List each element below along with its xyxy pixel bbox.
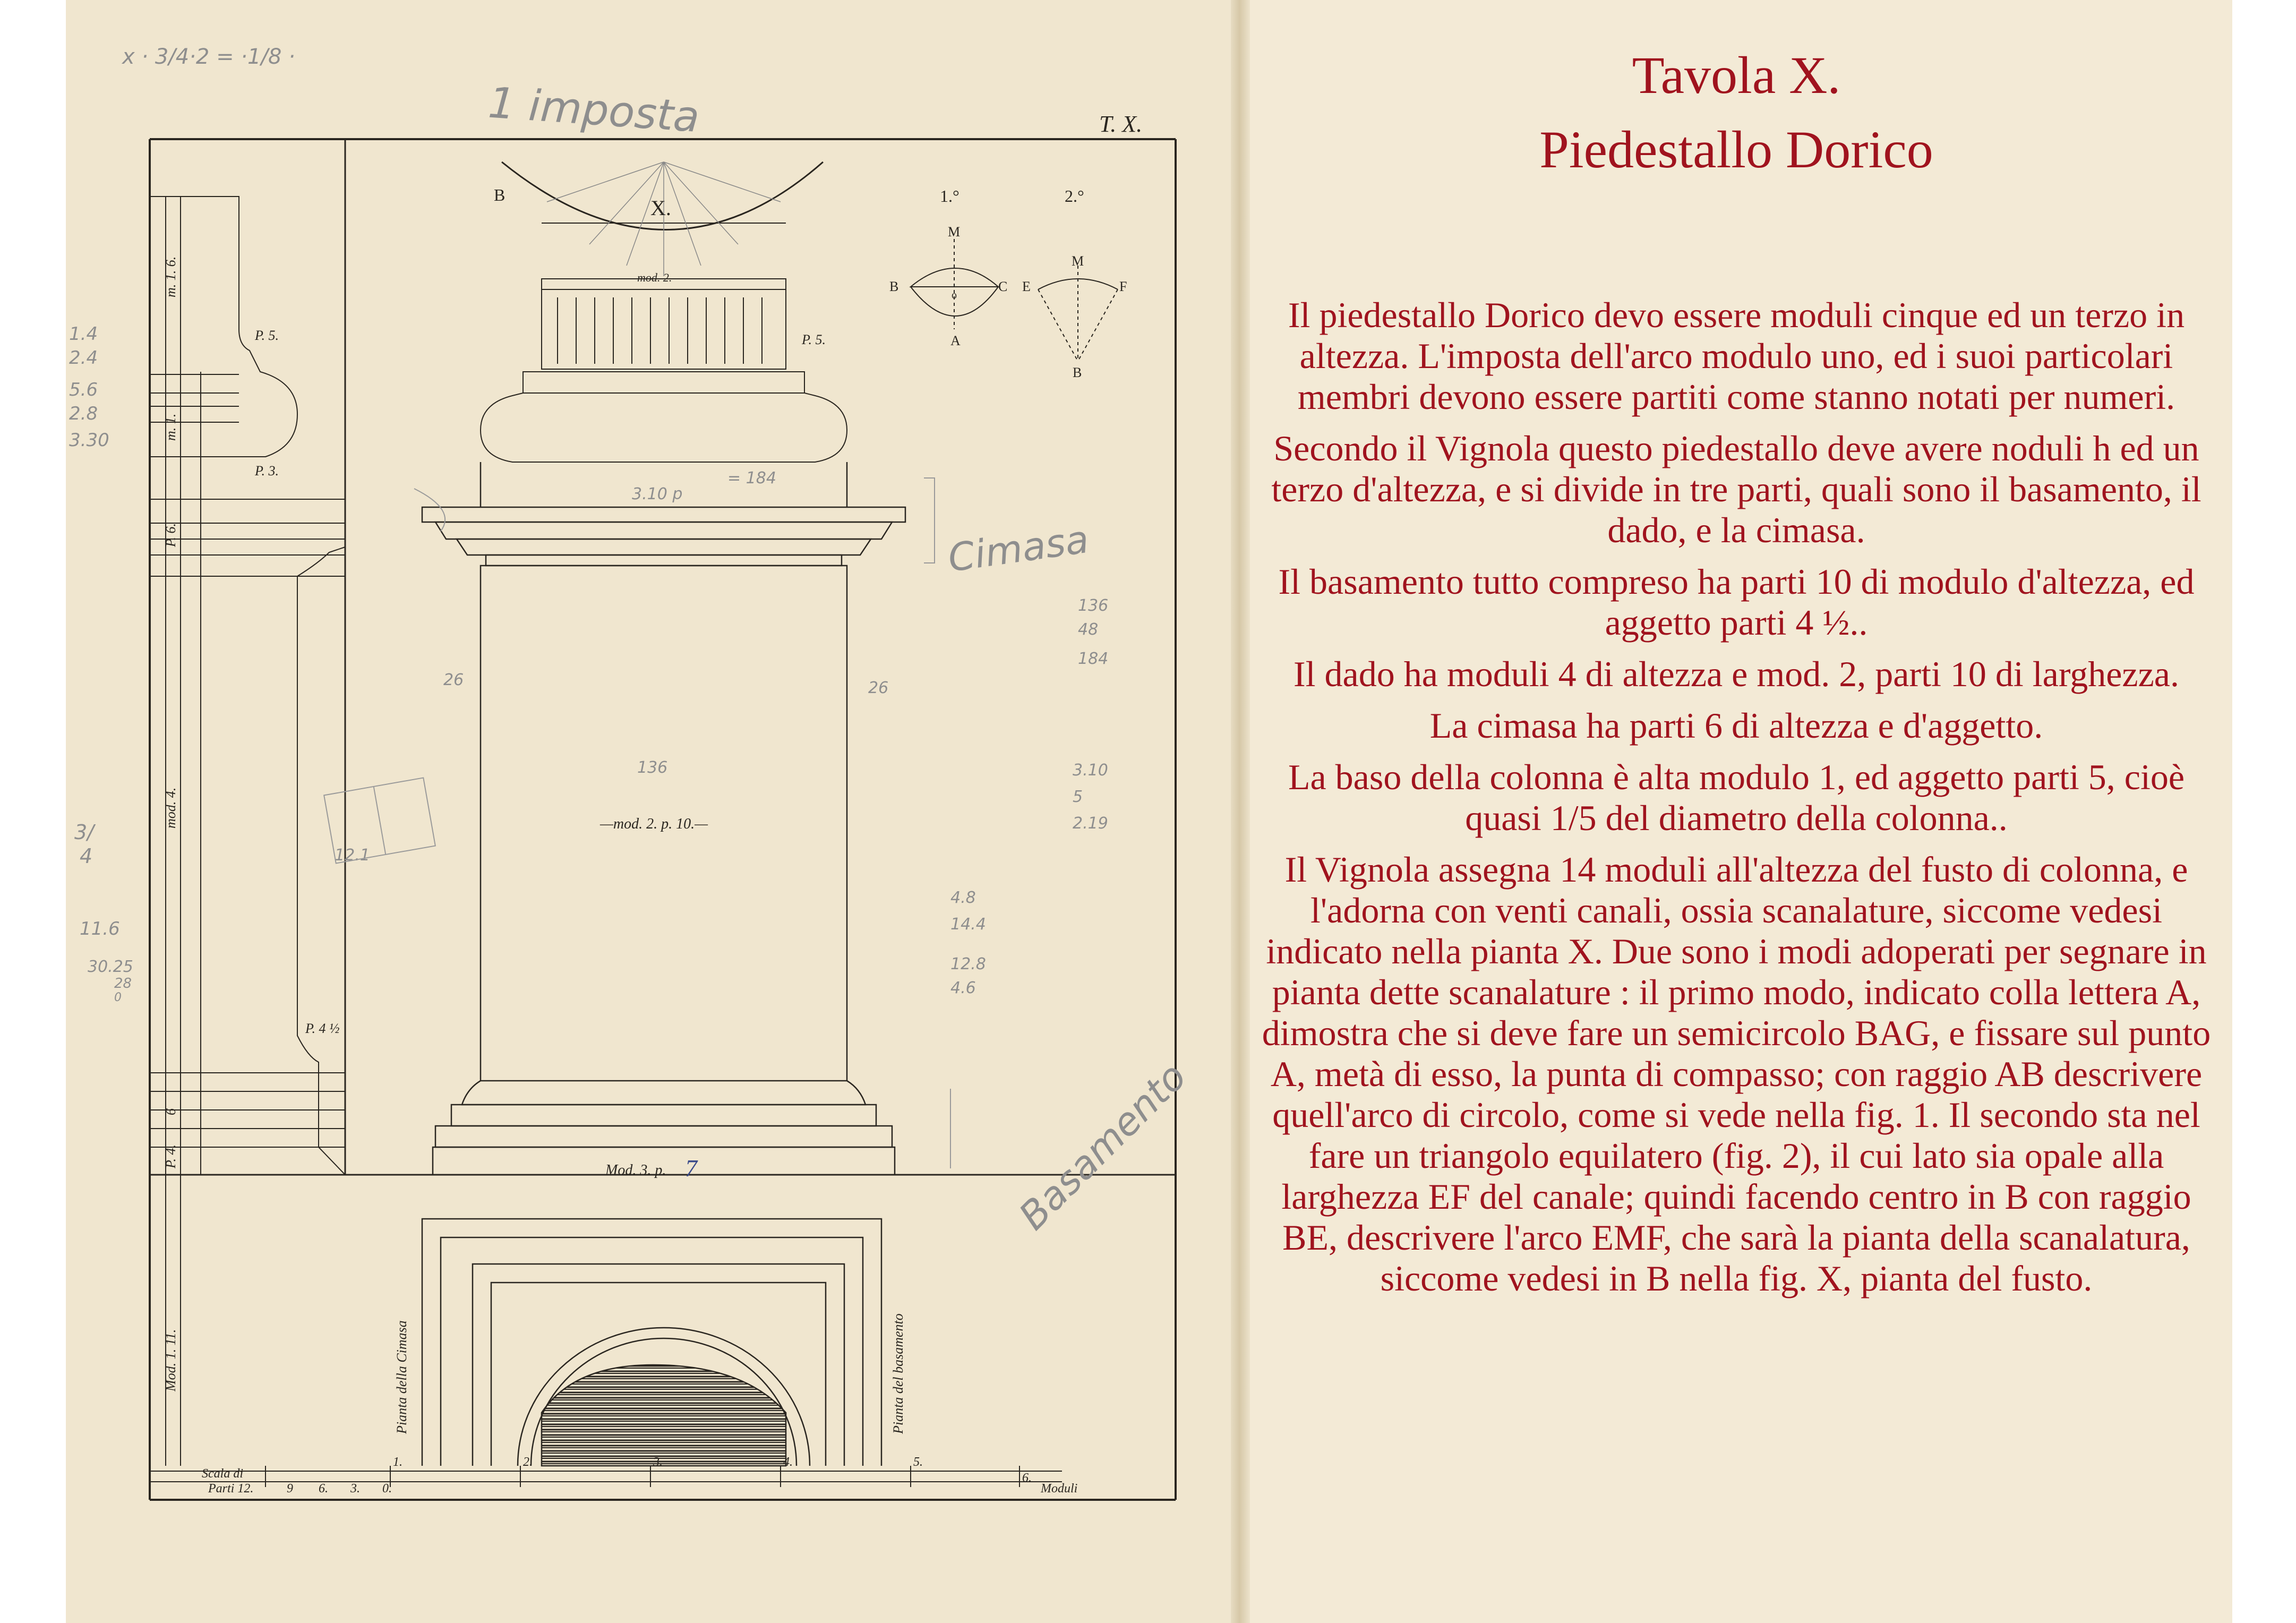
pencil-left-5: 3.30 — [69, 430, 109, 451]
scale-parti-6: 6. — [319, 1482, 328, 1496]
dim-mod3p: Mod. 3. p. — [605, 1162, 666, 1178]
plan-arch — [422, 1219, 881, 1466]
pencil-right-3: 184 — [1078, 650, 1109, 668]
scale-parti-0: 0. — [382, 1482, 392, 1496]
page-subtitle: Piedestallo Dorico — [1539, 120, 1933, 179]
point-o-fig1: o — [952, 289, 957, 301]
paragraph: Il Vignola assegna 14 moduli all'altezza del fusto di colonna, e l'adorna con venti canali, ossia scanalature, siccome vedesi indicato nella pianta X. Due sono i modi adoperati per segnare in pianta dette scanalature : il primo modo, indicato colla lettera A, dimostra che si deve fare un semicircolo BAG, e fissare sul punto A, metà di esso, la punta di compasso; con raggio AB descrivere quell'arco di circolo, come si vede nella fig. 1. Il secondo sta nel fare un triangolo equilatero (fig. 2), il cui lato sia opale alla larghezza EF del canale; quindi facendo centro in B con raggio BE, descrivere l'arco EMF, che sarà la pianta della scanalatura, siccome vedesi in B nella fig. X, pianta del fusto. — [1262, 849, 2211, 1299]
pencil-mid-5: 26 — [868, 679, 889, 697]
scale-label-2: Parti 12. — [208, 1482, 254, 1496]
height-scale-labels — [163, 257, 340, 1392]
pencil-left-4: 2.8 — [69, 403, 98, 424]
pencil-right-2: 48 — [1078, 620, 1099, 639]
scale-mod-1: 1. — [393, 1455, 402, 1469]
pencil-frac-1: 3/ — [74, 821, 94, 844]
column-plan-x — [502, 162, 823, 289]
scale-unit: Moduli — [1041, 1482, 1078, 1496]
pencil-left-2: 2.4 — [69, 347, 98, 369]
scale-label-p6: P. 6. — [163, 523, 178, 547]
pencil-frac-2: 4 — [80, 844, 93, 868]
dim-mod2-small: mod. 2. — [637, 271, 672, 284]
plan-cimasa-label: Pianta della Cimasa — [394, 1320, 409, 1434]
figure-x-label: X. — [650, 196, 671, 220]
column-base-fluting — [481, 289, 847, 462]
paragraph: Secondo il Vignola questo piedestallo deve avere noduli h ed un terzo d'altezza, e si divide in tre parti, quali sono il basamento, il dado, e la cimasa. — [1271, 428, 2201, 550]
paragraph: La baso della colonna è alta modulo 1, ed aggetto parti 5, cioè quasi 1/5 del diametro della colonna.. — [1288, 757, 2185, 838]
point-m-fig1: M — [948, 224, 961, 240]
scale-mod-5: 5. — [913, 1455, 923, 1469]
dim-p5-left: P. 5. — [255, 328, 279, 343]
scale-label-mod4: mod. 4. — [163, 787, 178, 828]
figure-2-label: 2.° — [1065, 186, 1084, 206]
figure-1-label: 1.° — [940, 186, 959, 206]
pencil-mid-8: 14.4 — [950, 915, 986, 934]
pencil-mid-1: 3.10 p — [632, 485, 683, 503]
pencil-mid-3: 26 — [443, 671, 464, 689]
dim-p3-left: P. 3. — [255, 463, 279, 479]
description-page — [1240, 0, 2232, 1623]
pencil-top-left: x · 3/4·2 = ·1/8 · — [122, 45, 295, 69]
pencil-low-4: 0 — [114, 991, 122, 1004]
point-a-fig1: A — [950, 333, 961, 348]
pencil-left-3: 5.6 — [69, 379, 98, 400]
point-b-fig1: B — [889, 279, 899, 294]
scale-label-6: 6 — [163, 1108, 178, 1115]
plan-basamento-label: Pianta del basamento — [890, 1313, 906, 1434]
scale-mod-3: 3. — [653, 1455, 663, 1469]
point-m-fig2: M — [1072, 253, 1084, 269]
description-body — [1255, 295, 2217, 1310]
pencil-right-6: 2.19 — [1073, 814, 1108, 833]
dim-p5-right: P. 5. — [802, 332, 826, 347]
point-b-fig2: B — [1073, 365, 1082, 380]
pencil-right-1: 136 — [1078, 596, 1109, 615]
point-c-fig1: C — [998, 279, 1008, 294]
pencil-low-1: 11.6 — [80, 918, 120, 939]
pencil-right-5: 5 — [1073, 788, 1083, 806]
pencil-left-1: 1.4 — [69, 323, 98, 345]
scale-label-mod111: Mod. 1. 11. — [163, 1329, 178, 1391]
scale-parti-3: 3. — [350, 1482, 360, 1496]
page-title: Tavola X. — [1632, 46, 1841, 105]
scale-mod-2: 2. — [523, 1455, 533, 1469]
scale-label-m1: m. 1. — [163, 413, 178, 441]
paragraph: Il piedestallo Dorico devo essere moduli cinque ed un terzo in altezza. L'imposta dell'arco modulo uno, ed i suoi particolari membri devono essere partiti come stanno notati per numeri. — [1288, 295, 2185, 417]
height-scale-column — [150, 197, 345, 1466]
dim-mod3p-value: 7 — [685, 1155, 697, 1182]
pencil-low-3: 28 — [114, 976, 132, 992]
pencil-cimasa: Cimasa — [945, 516, 1092, 580]
scale-label-m16: m. 1. 6. — [163, 256, 178, 297]
point-b-x: B — [494, 185, 506, 204]
pencil-mid-10: 4.6 — [950, 979, 976, 997]
scale-label-1: Scala di — [202, 1467, 243, 1481]
figure-1-diagram — [911, 239, 998, 329]
scale-mod-4: 4. — [783, 1455, 793, 1469]
scale-label-p4: P. 4. — [163, 1144, 178, 1168]
paragraph: Il dado ha moduli 4 di altezza e mod. 2, parti 10 di larghezza. — [1293, 654, 2179, 694]
scale-parti-9: 9 — [287, 1482, 293, 1496]
pencil-mid-4: 136 — [637, 758, 668, 777]
dim-p4half: P. 4 ½ — [305, 1021, 340, 1036]
paragraph: Il basamento tutto compreso ha parti 10 di modulo d'altezza, ed aggetto parti 4 ½.. — [1278, 561, 2195, 643]
pencil-imposta: 1 imposta — [486, 78, 701, 142]
pencil-mid-6: 12.1 — [335, 846, 370, 865]
pencil-right-4: 3.10 — [1073, 761, 1108, 780]
pencil-mid-9: 12.8 — [950, 955, 986, 973]
dim-mod2p10: —mod. 2. p. 10.— — [600, 816, 708, 832]
pencil-basamento: Basamento — [1010, 1054, 1195, 1238]
pencil-low-2: 30.25 — [88, 958, 133, 976]
figure-2-diagram — [1038, 266, 1118, 361]
plate-code: T. X. — [1099, 111, 1143, 137]
scale-mod-6: 6. — [1022, 1471, 1032, 1485]
point-e-fig2: E — [1022, 279, 1031, 294]
paragraph: La cimasa ha parti 6 di altezza e d'aggetto. — [1429, 705, 2043, 746]
point-f-fig2: F — [1119, 279, 1127, 294]
pencil-mid-2: = 184 — [727, 469, 776, 488]
pencil-mid-7: 4.8 — [950, 889, 976, 907]
